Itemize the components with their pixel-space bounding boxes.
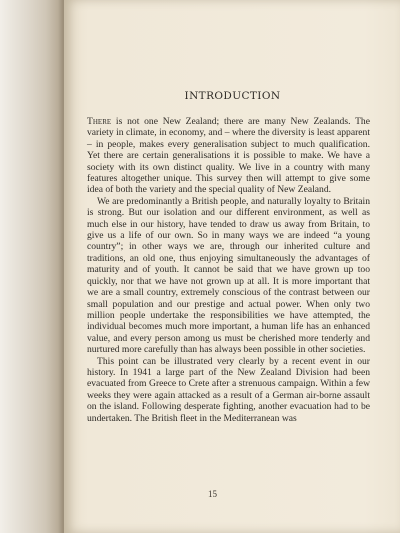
page-title: INTRODUCTION (184, 90, 281, 102)
left-page-edge (0, 0, 64, 533)
paragraph-1 (87, 116, 370, 196)
paragraph-3: This point can be illustrated very clearly by a recent event in our history. In 1941 a large part of the New Zealand Division had been evacuated from Greece to Crete after a strenuous campaign. Within a few weeks they were again attacked as a result of a German air-borne assault on the island. Following desperate fighting, another evacuation had to be undertaken. The British fleet in the Mediterranean was (87, 355, 370, 424)
paragraph-1-body: is not one New Zealand; there are many New Zealands. The variety in climate, in economy, and – where the diversity is least apparent – in people, makes every generalisation subject to much qualification. Yet there are certain generalisations it is possible to make. We have a society with its own distinct quality. We live in a country with many features altogether unique. This survey then will attempt to give some idea of both the variety and the special quality of New Zealand. (87, 116, 370, 196)
page-text (87, 90, 370, 424)
paragraph-1-lead: There (87, 116, 112, 127)
paragraph-2: We are predominantly a British people, and naturally loyalty to Britain is strong. But our isolation and our different environment, as well as much else in our history, have tended to draw us away from Britain, to give us a life of our own. So in many ways we are indeed “a young country”; in other ways we are, through our inherited culture and traditions, an old one, thus enjoying simultaneously the advantages of maturity and of youth. It cannot be said that we have grown up too quickly, nor that we have not grown up at all. It is more important that we are a small country, extremely conscious of the contrast between our small population and our prestige and actual power. When only two million people undertake the responsibilities we have attempted, the individual becomes much more important, a human life has an enhanced value, and every person among us must be cherished more tenderly and nurtured more carefully than has always been possible in other societies. (87, 195, 370, 356)
page-number: 15 (208, 489, 217, 499)
